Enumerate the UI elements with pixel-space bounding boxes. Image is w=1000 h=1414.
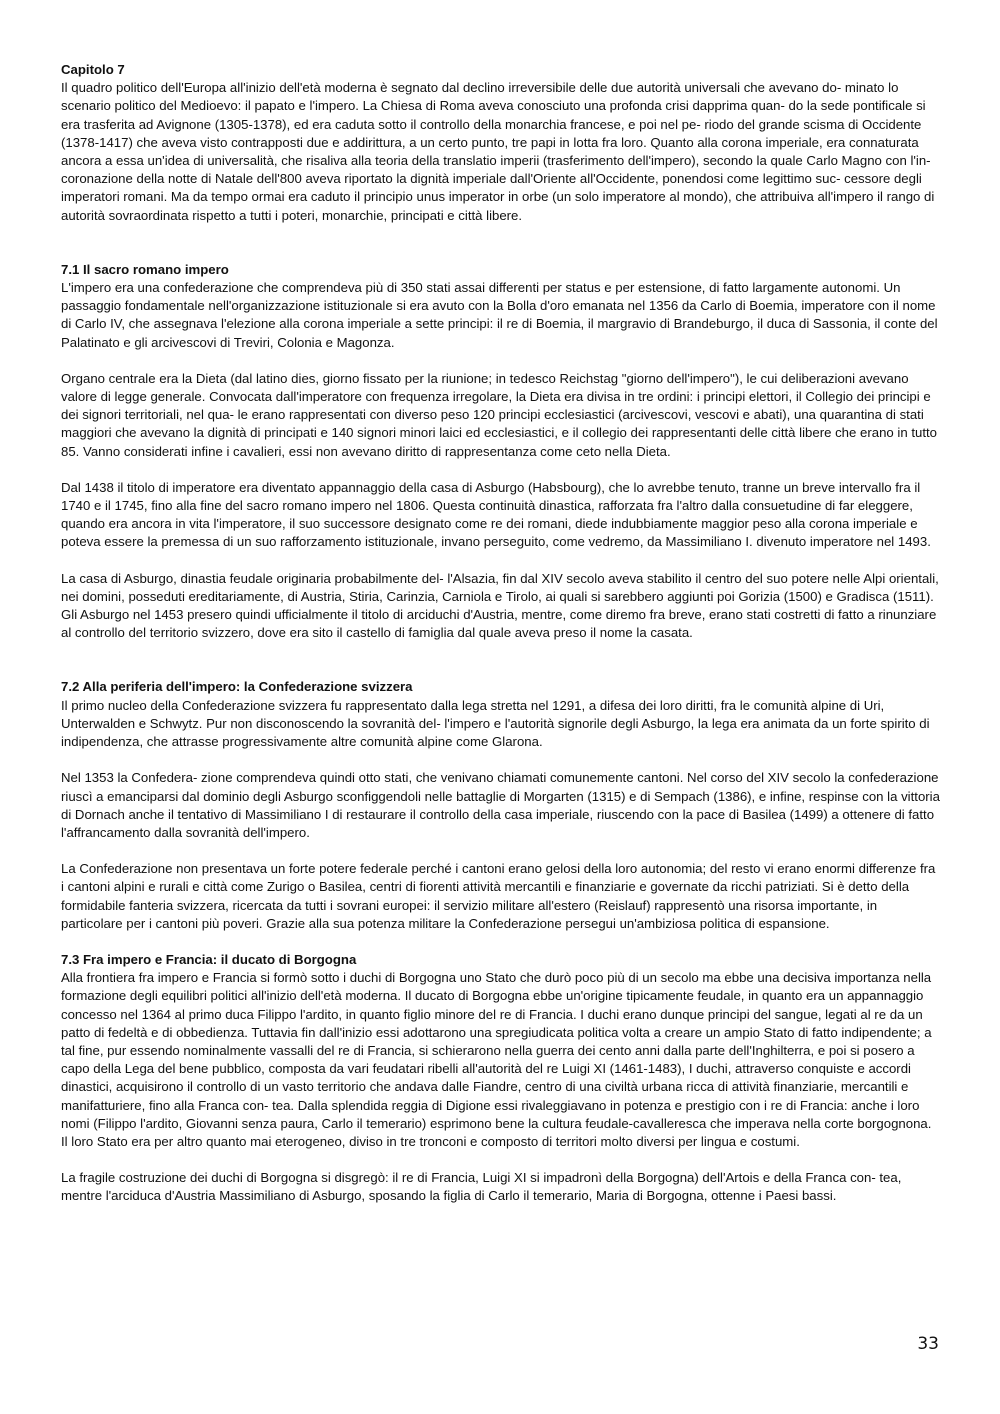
spacer — [61, 352, 941, 370]
section-7-2-paragraph: Il primo nucleo della Confederazione svizzera fu rappresentato dalla lega stretta nel 1291, a difesa dei loro diritti, fra le comunità alpine di Uri, Unterwalden e Schwytz. Pur non disconoscendo la sovranità del- l'impero e l'autorità signorile degli Asburgo, la lega era animata da un forte spirito di indipendenza, che attrasse progressivamente altre comunità alpine come Glarona. — [61, 697, 930, 750]
section-7-1-paragraph: La casa di Asburgo, dinastia feudale originaria probabilmente del- l'Alsazia, fin dal XIV secolo aveva stabilito il centro del suo potere nelle Alpi orientali, nei domini, posseduti ereditariamente, di Austria, Stiria, Carinzia, Carniola e Tirolo, ai quali si sarebbero aggiunti poi Gorizia (1500) e Gradisca (1511). Gli Asburgo nel 1453 presero quindi ufficialmente il titolo di arciduchi d'Austria, mentre, come diremo fra breve, erano stati costretti di fatto a rinunziare al controllo del territorio svizzero, dove era sito il castello di famiglia dal quale aveva preso il nome la casata. — [61, 570, 939, 641]
page-number: 33 — [917, 1334, 939, 1354]
section-title-7-3: 7.3 Fra impero e Francia: il ducato di Borgogna — [61, 951, 357, 967]
spacer — [61, 1151, 941, 1169]
section-7-1-paragraph: L'impero era una confederazione che comprendeva più di 350 stati assai differenti per status e per estensione, di fatto largamente autonomi. Un passaggio fondamentale nell'organizzazione istituzionale si era avuto con la Bolla d'oro emanata nel 1356 da Carlo di Boemia, imperatore con il nome di Carlo IV, che assegnava l'elezione alla corona imperiale a sette principi: il re di Boemia, il margravio di Brandeburgo, il duca di Sassonia, il conte del Palatinato e gli arcivescovi di Treviri, Colonia e Magonza. — [61, 280, 938, 350]
section-7-1-paragraph: Dal 1438 il titolo di imperatore era diventato appannaggio della casa di Asburgo (Habsbourg), che lo avrebbe tenuto, tranne un breve intervallo fra il 1740 e il 1745, fino alla fine del sacro romano impero nel 1806. Questa continuità dinastica, rafforzata fra l'altro dalla consuetudine di far eleggere, quando era ancora in vita l'imperatore, il suo successore designato come re dei romani, diede indubbiamente maggior peso alla corona imperiale e poteva essere la premessa di un suo rafforzamento istituzionale, invano perseguito, come vedremo, da Massimiliano I. divenuto imperatore nel 1493. — [61, 479, 931, 550]
section-7-2-paragraph: Nel 1353 la Confedera- zione comprendeva quindi otto stati, che venivano chiamati comunemente cantoni. Nel corso del XIV secolo la confederazione riuscì a emanciparsi dal dominio degli Asburgo sconfiggendoli nelle battaglie di Morgarten (1315) e di Sempach (1386), e infine, respinse con la vittoria di Dornach anche il tentativo di Massimiliano I di restaurare il controllo della casa imperiale, riuscendo con la pace di Basilea (1499) a ottenere di fatto l'affrancamento dalla sovranità dell'impero. — [61, 770, 940, 840]
section-title-7-1: 7.1 Il sacro romano impero — [61, 261, 229, 277]
spacer — [61, 225, 941, 261]
spacer — [61, 751, 941, 769]
chapter-intro-paragraph: Il quadro politico dell'Europa all'inizio dell'età moderna è segnato dal declino irreversibile delle due autorità universali che avevano do- minato lo scenario politico del Medioevo: il papato e l'impero. La Chiesa di Roma aveva conosciuto una profonda crisi dapprima quan- do la sede pontificale si era trasferita ad Avignone (1305-1378), ed era caduta sotto il controllo della monarchia francese, e poi nel pe- riodo del grande scisma di Occidente (1378-1417) che aveva visto contrapposti due e addirittura, a un certo punto, tre papi in lotta fra loro. Quanto alla corona imperiale, era connaturata ancora a essa un'idea di universalità, che risaliva alla teoria della translatio imperii (trasferimento dell'impero), secondo la quale Carlo Magno con l'in- coronazione della notte di Natale dell'800 aveva riportato la dignità imperiale dall'Oriente all'Occidente, ponendosi come legittimo suc- cessore degli imperatori romani. Ma da tempo ormai era caduto il principio unus imperator in orbe (un solo imperatore al mondo), che attribuiva all'impero il rango di autorità sovraordinata rispetto a tutti i poteri, monarchie, principati e città libere. — [61, 80, 935, 223]
section-7-3-paragraph: Alla frontiera fra impero e Francia si formò sotto i duchi di Borgogna uno Stato che durò poco più di un secolo ma ebbe una decisiva importanza nella formazione degli equilibri politici all'inizio dell'età moderna. Il ducato di Borgogna ebbe un'origine tipicamente feudale, in quanto era un appannaggio concesso nel 1364 al primo duca Filippo l'ardito, in quanto figlio minore del re di Francia. I duchi erano dunque principi del sangue, legati al re da un patto di fedeltà e di obbedienza. Tuttavia fin dall'inizio essi adottarono una spregiudicata politica volta a creare un ampio Stato di fatto indipendente; a tal fine, pur essendo nominalmente vassalli del re di Francia, si schierarono nella guerra dei cento anni dalla parte dell'Inghilterra, e poi si posero a capo della Lega del bene pubblico, composta da vari feudatari ribelli all'autorità del re Luigi XI (1461-1483), I duchi, attraverso conquiste e accordi dinastici, acquisirono il controllo di un vasto territorio che andava dalle Fiandre, centro di una civiltà urbana ricca di attività finanziarie, mercantili e manifatturiere, fino alla Franca con- tea. Dalla splendida reggia di Digione essi rivaleggiavano in potenza e prestigio con i re di Francia: anche i loro nomi (Filippo l'ardito, Giovanni senza paura, Carlo il temerario) esprimono bene la cultura feudale-cavalleresca che imperava nella corte borgognona. Il loro Stato era per altro quanto mai eterogeneo, diviso in tre tronconi e composto di territori molto diversi per lingua e costumi. — [61, 970, 932, 1149]
section-7-2-paragraph: La Confederazione non presentava un forte potere federale perché i cantoni erano gelosi della loro autonomia; del resto vi erano enormi differenze fra i cantoni alpini e rurali e città come Zurigo o Basilea, centri di fiorenti attività mercantili e finanziarie e governate da ricchi patriziati. Si è detto della formidabile fanteria svizzera, ricercata da tutti i sovrani europei: il servizio militare all'estero (Reislauf) rappresentò una risorsa importante, in particolare per i cantoni più poveri. Grazie alla sua potenza militare la Confederazione persegui un'ambiziosa politica di espansione. — [61, 861, 936, 931]
section-title-7-2: 7.2 Alla periferia dell'impero: la Confederazione svizzera — [61, 679, 413, 695]
section-7-1-paragraph: Organo centrale era la Dieta (dal latino dies, giorno fissato per la riunione; in tedesco Reichstag "giorno dell'impero"), le cui deliberazioni avevano valore di legge generale. Convocata dall'imperatore con frequenza irregolare, la Dieta era divisa in tre ordini: i principi elettori, il Collegio dei principi e dei signori territoriali, nel qua- le erano rappresentati con diverso peso 120 principi ecclesiastici (arcivescovi, vescovi e abati), una quarantina di stati maggiori che avevano la dignità di principati e 140 signori minori laici ed ecclesiastici, e il collegio dei rappresentanti delle città libere che erano in tutto 85. Vanno considerati infine i cavalieri, essi non avevano diritto di rappresentanza come ceto nella Dieta. — [61, 370, 937, 459]
spacer — [61, 642, 941, 678]
spacer — [61, 461, 941, 479]
page-content — [61, 61, 941, 1206]
spacer — [61, 842, 941, 860]
spacer — [61, 552, 941, 570]
section-7-3-paragraph: La fragile costruzione dei duchi di Borgogna si disgregò: il re di Francia, Luigi XI si impadronì della Borgogna) dell'Artois e della Franca con- tea, mentre l'arciduca d'Austria Massimiliano di Asburgo, sposando la figlia di Carlo il temerario, Maria di Borgogna, ottenne i Paesi bassi. — [61, 1170, 902, 1204]
chapter-title: Capitolo 7 — [61, 62, 125, 77]
spacer — [61, 933, 941, 951]
